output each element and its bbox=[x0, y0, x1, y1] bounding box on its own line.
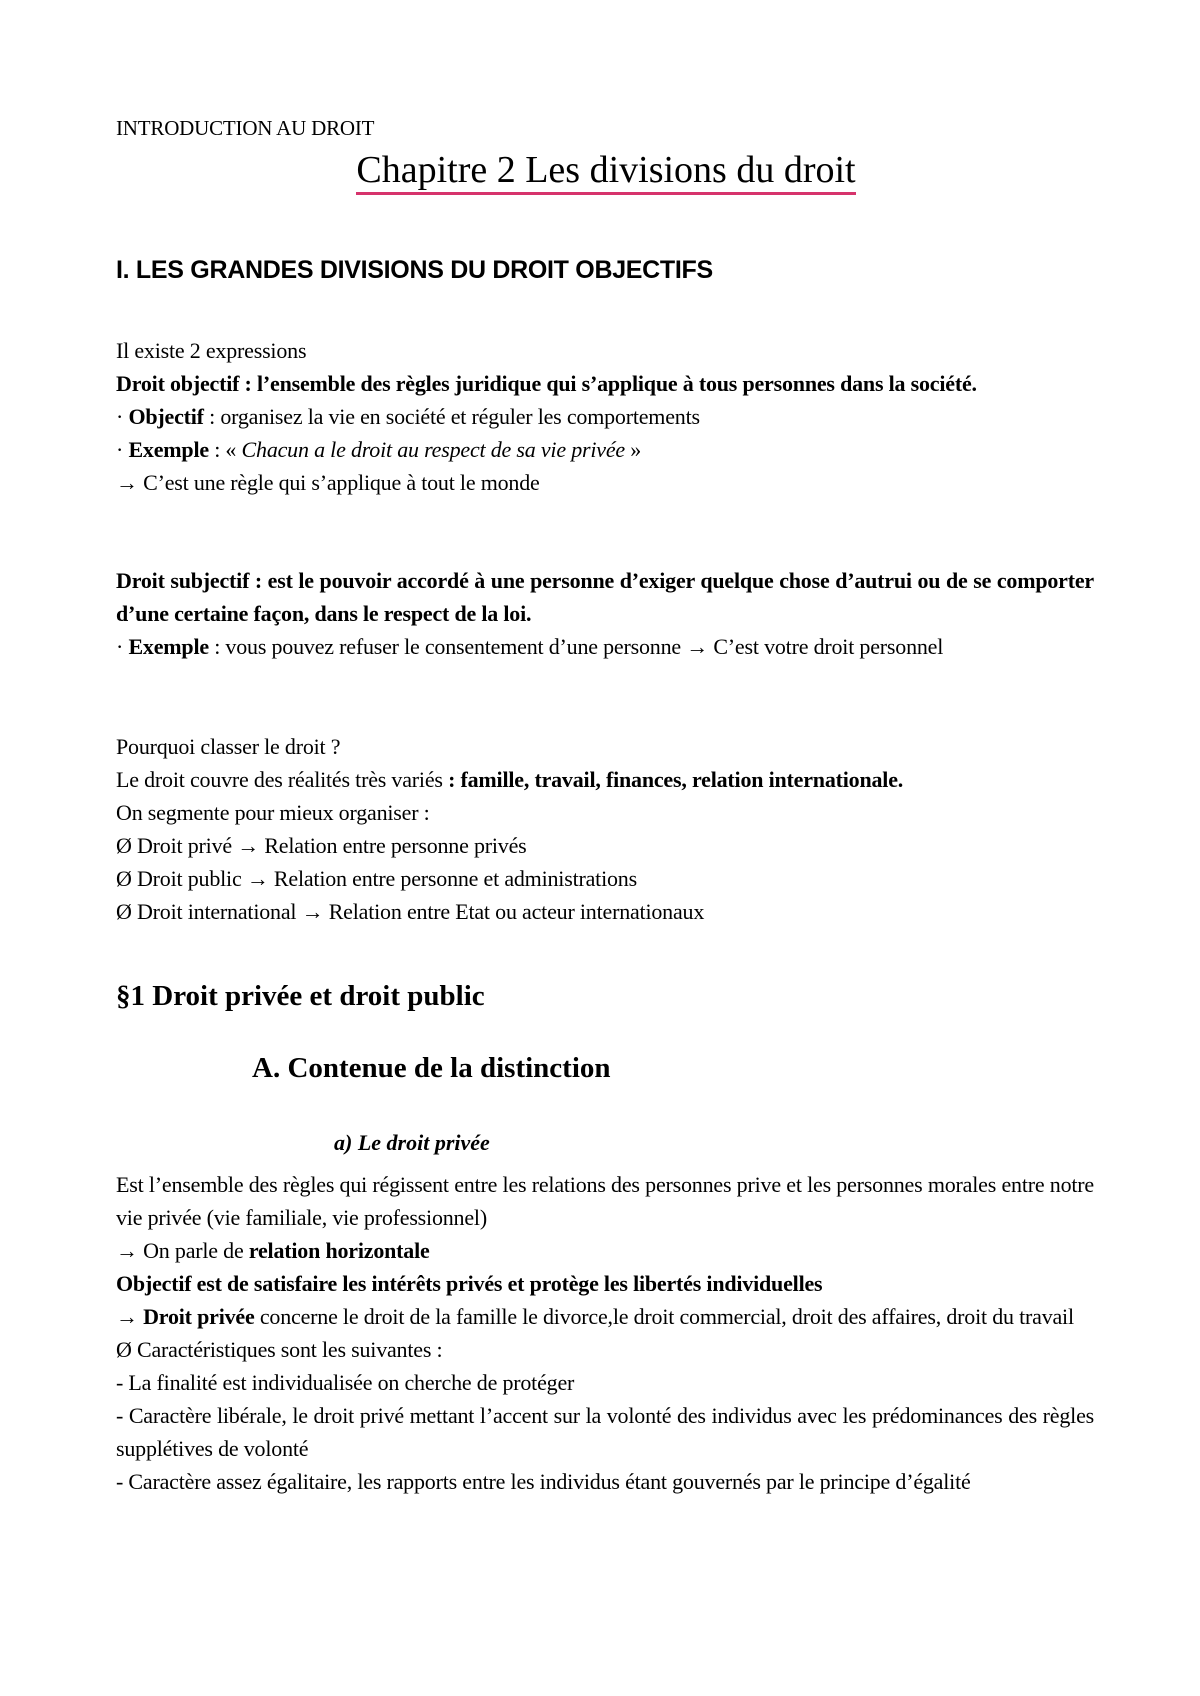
exemple-line bbox=[116, 433, 1094, 466]
question-line: Pourquoi classer le droit ? bbox=[116, 734, 341, 759]
bullet: · bbox=[116, 404, 129, 429]
exemple-label: Exemple bbox=[128, 437, 209, 462]
scope-bold: Droit privée bbox=[143, 1304, 255, 1329]
covers-text: Le droit couvre des réalités très variés bbox=[116, 767, 449, 792]
intro-line: Il existe 2 expressions bbox=[116, 338, 307, 363]
horizontal-text: → On parle de bbox=[116, 1238, 249, 1263]
exemple-subjectif bbox=[116, 630, 1094, 663]
scope-text: concerne le droit de la famille le divorce,le droit commercial, droit des affaires, droit du travail bbox=[254, 1304, 1074, 1329]
covers-line bbox=[116, 763, 1094, 796]
bullet: · bbox=[116, 437, 129, 462]
exemple-label: Exemple bbox=[128, 634, 209, 659]
exemple-close-quote: » bbox=[624, 437, 642, 462]
exemple-open-quote: : « bbox=[208, 437, 242, 462]
scope-arrow: → bbox=[116, 1304, 144, 1329]
block-droit-objectif bbox=[116, 334, 1094, 499]
objectif-text: : organisez la vie en société et réguler les comportements bbox=[203, 404, 700, 429]
caracteristiques-line: Ø Caractéristiques sont les suivantes : bbox=[116, 1337, 443, 1362]
objectif-line bbox=[116, 400, 1094, 433]
block-droit-privee bbox=[116, 1168, 1094, 1498]
segment-line: On segmente pour mieux organiser : bbox=[116, 800, 430, 825]
definition-droit-subjectif: Droit subjectif : est le pouvoir accordé à une personne d’exiger quelque chose d’autrui ou de se comporter d’une certaine façon, dans le respect de la loi. bbox=[116, 568, 1094, 626]
subsection-heading-1: §1 Droit privée et droit public bbox=[116, 980, 485, 1012]
subsection-heading-A: A. Contenue de la distinction bbox=[252, 1052, 611, 1084]
exemple-quote: Chacun a le droit au respect de sa vie privée bbox=[241, 437, 625, 462]
subsection-heading-a: a) Le droit privée bbox=[334, 1130, 490, 1155]
horizontal-line bbox=[116, 1234, 1094, 1267]
droit-privee-definition: Est l’ensemble des règles qui régissent entre les relations des personnes prive et les personnes morales entre notre vie privée (vie familiale, vie professionnel) bbox=[116, 1172, 1094, 1230]
objectif-label: Objectif bbox=[128, 404, 204, 429]
dash-item: - Caractère libérale, le droit privé mettant l’accent sur la volonté des individus avec les prédominances des règles supplétives de volonté bbox=[116, 1403, 1094, 1461]
chapter-title bbox=[116, 148, 1096, 192]
bullet: · bbox=[116, 634, 129, 659]
horizontal-bold: relation horizontale bbox=[248, 1238, 430, 1263]
course-title: INTRODUCTION AU DROIT bbox=[116, 116, 375, 140]
droit-privee-scope bbox=[116, 1300, 1094, 1333]
list-item: Ø Droit international → Relation entre Etat ou acteur internationaux bbox=[116, 899, 705, 924]
objectif-privee: Objectif est de satisfaire les intérêts privés et protège les libertés individuelles bbox=[116, 1271, 823, 1296]
definition-droit-objectif: Droit objectif : l’ensemble des règles juridique qui s’applique à tous personnes dans la société. bbox=[116, 371, 977, 396]
dash-item: - La finalité est individualisée on cherche de protéger bbox=[116, 1370, 575, 1395]
chapter-title-text: Chapitre 2 Les divisions du droit bbox=[356, 149, 855, 195]
covers-domains: : famille, travail, finances, relation internationale. bbox=[448, 767, 904, 792]
arrow-conclusion: → C’est une règle qui s’applique à tout le monde bbox=[116, 470, 540, 495]
block-droit-subjectif bbox=[116, 564, 1094, 663]
exemple-text: : vous pouvez refuser le consentement d’une personne → C’est votre droit personnel bbox=[208, 634, 944, 659]
section-heading-1: I. LES GRANDES DIVISIONS DU DROIT OBJECTIFS bbox=[116, 256, 713, 284]
list-item: Ø Droit public → Relation entre personne et administrations bbox=[116, 866, 637, 891]
block-classification bbox=[116, 730, 1094, 928]
list-item: Ø Droit privé → Relation entre personne privés bbox=[116, 833, 527, 858]
dash-item: - Caractère assez égalitaire, les rapports entre les individus étant gouvernés par le principe d’égalité bbox=[116, 1469, 971, 1494]
